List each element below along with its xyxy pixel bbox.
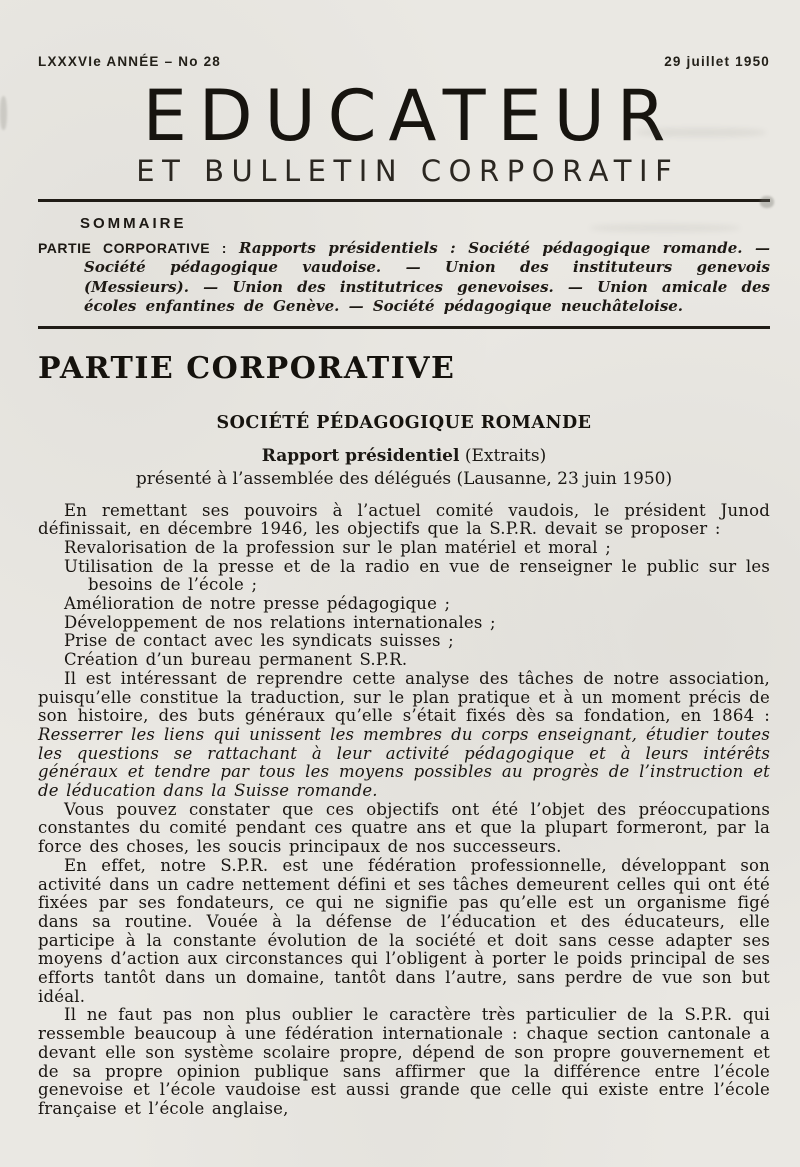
issue-number: LXXXVIe ANNÉE – No 28 [38, 54, 222, 69]
objective-item: Amélioration de notre presse pédagogique ; [64, 594, 451, 614]
paragraph-intro: En remettant ses pouvoirs à l’actuel comité vaudois, le président Junod définissait, en décembre 1946, les objectifs que la S.P.R. devait se proposer : [38, 500, 770, 539]
paragraph-federation: En effet, notre S.P.R. est une fédération professionnelle, développant son activité dans un cadre nettement défini et ses tâches demeurent celles qui ont été fixées par ses fondateurs, ce qui ne signifie pas qu’elle est un organisme figé dans sa routine. Vouée à la défense de l’éducation et des éducateurs, elle participe à la constante évolution de la société et doit sans cesse adapter ses moyens d’action aux circonstances qui l’obligent à porter le poids principal de ses efforts tantôt dans un domaine, tantôt dans l’autre, sans perdre de vue son but idéal. [38, 855, 770, 1006]
publication-subtitle: ET BULLETIN CORPORATIF [136, 153, 680, 188]
paragraph-caractere: Il ne faut pas non plus oublier le caractère très particulier de la S.P.R. qui ressemble beaucoup à une fédération internationale : chaque section cantonale a devant elle son système scolaire propre, dépend de son propre gouvernement et de sa propre opinion publique sans affirmer que la différence entre l’école genevoise et l’école vaudoise est aussi grande que celle qui existe entre l’école française et l’école anglaise, [38, 1005, 770, 1118]
sommaire-text: Rapports présidentiels : Société pédagogique romande. — Société pédagogique vaudoise. — Union des instituteurs genevois (Messieurs). — Union des institutrices genevoises. — Union amicale des écoles enfantines de Genève. — Société pédagogique neuchâteloise. [84, 238, 770, 315]
society-heading: SOCIÉTÉ PÉDAGOGIQUE ROMANDE [216, 412, 592, 433]
divider-rule-bottom [38, 326, 770, 329]
objective-item: Utilisation de la presse et de la radio en vue de renseigner le public sur les besoins de l’école ; [64, 556, 770, 595]
issue-date: 29 juillet 1950 [664, 54, 770, 69]
masthead [38, 54, 770, 186]
objective-item: Prise de contact avec les syndicats suisses ; [64, 631, 454, 651]
divider-rule-top [38, 199, 770, 202]
article-main [38, 350, 770, 1119]
issue-row [38, 54, 770, 69]
objective-item: Revalorisation de la profession sur le plan matériel et moral ; [64, 537, 611, 557]
objectives-list [38, 539, 770, 670]
paragraph-analysis [38, 670, 770, 801]
report-title [38, 446, 770, 466]
objective-item: Développement de nos relations internationales ; [64, 612, 496, 632]
sommaire-section [38, 215, 770, 317]
paragraph-analysis-normal: Il est intéressant de reprendre cette analyse des tâches de notre association, puisqu’elle constitue la traduction, sur le plan pratique et à un moment précis de son histoire, des buts généraux qu’elle s’était fixés dès sa fondation, en 1864 : [38, 668, 770, 726]
article-body [38, 502, 770, 1119]
sommaire-body [38, 239, 770, 317]
report-title-bold: Rapport présidentiel [261, 445, 460, 466]
report-title-rest: (Extraits) [459, 445, 547, 466]
sommaire-heading: SOMMAIRE [80, 214, 187, 232]
sommaire-lead: PARTIE CORPORATIVE : [38, 239, 227, 256]
section-heading: PARTIE CORPORATIVE [38, 350, 456, 386]
paragraph-constat: Vous pouvez constater que ces objectifs ont été l’objet des préoccupations constantes du comité pendant ces quatre ans et que la plupart formeront, par la force des choses, les soucis principaux de nos successeurs. [38, 799, 770, 857]
publication-title: EDUCATEUR [142, 75, 678, 157]
report-subtitle: présenté à l’assemblée des délégués (Lausanne, 23 juin 1950) [135, 468, 673, 489]
scan-smudge [0, 96, 7, 130]
paragraph-analysis-quote: Resserrer les liens qui unissent les membres du corps enseignant, étudier toutes les questions se rattachant à leur activité pédagogique et à leurs intérêts généraux et tendre par tous les moyens possibles au progrès de l’instruction et de léducation dans la Suisse romande. [38, 724, 770, 801]
objective-item: Création d’un bureau permanent S.P.R. [64, 650, 408, 670]
